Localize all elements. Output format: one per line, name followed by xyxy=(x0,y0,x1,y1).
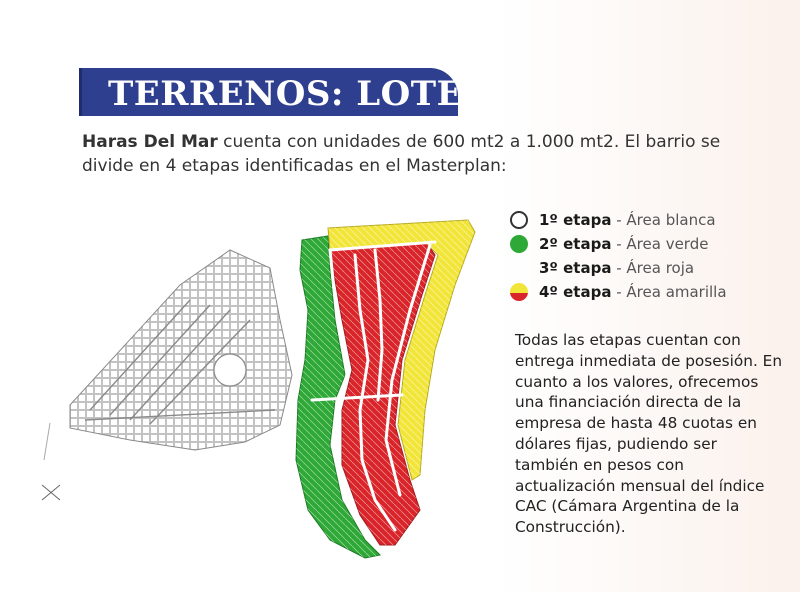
legend-item-stage-1 xyxy=(506,208,786,232)
legend-item-stage-3 xyxy=(506,256,786,280)
brand-name: Haras Del Mar xyxy=(82,132,218,152)
white-circle-icon xyxy=(510,211,528,229)
legend-area-label: - Área amarilla xyxy=(611,283,727,301)
intro-paragraph xyxy=(82,130,772,178)
legend-stage-label: 2º etapa xyxy=(539,235,612,253)
legend-area-label: - Área blanca xyxy=(611,211,716,229)
yellow-red-circle-icon xyxy=(510,283,528,301)
page-title: TERRENOS: LOTES xyxy=(108,74,489,114)
legend-stage-label: 1º etapa xyxy=(539,211,612,229)
stage-legend xyxy=(506,208,786,304)
green-circle-icon xyxy=(510,235,528,253)
intro-text: cuenta con unidades de 600 mt2 a 1.000 mt2. El barrio se divide en 4 etapas identificadas en el Masterplan: xyxy=(82,132,721,176)
legend-item-stage-2 xyxy=(506,232,786,256)
legend-area-label: - Área roja xyxy=(611,259,695,277)
legend-item-stage-4 xyxy=(506,280,786,304)
masterplan-map xyxy=(30,210,490,570)
legend-area-label: - Área verde xyxy=(611,235,709,253)
white-stage-area xyxy=(42,250,292,500)
financing-description: Todas las etapas cuentan con entrega inmediata de posesión. En cuanto a los valores, ofrecemos una financiación directa de la empresa de hasta 48 cuotas en dólares fijas, pudiendo ser también en pesos con actualización mensual del índice CAC (Cámara Argentina de la Construcción). xyxy=(515,331,783,537)
legend-stage-label: 4º etapa xyxy=(539,283,612,301)
legend-stage-label: 3º etapa xyxy=(539,259,612,277)
